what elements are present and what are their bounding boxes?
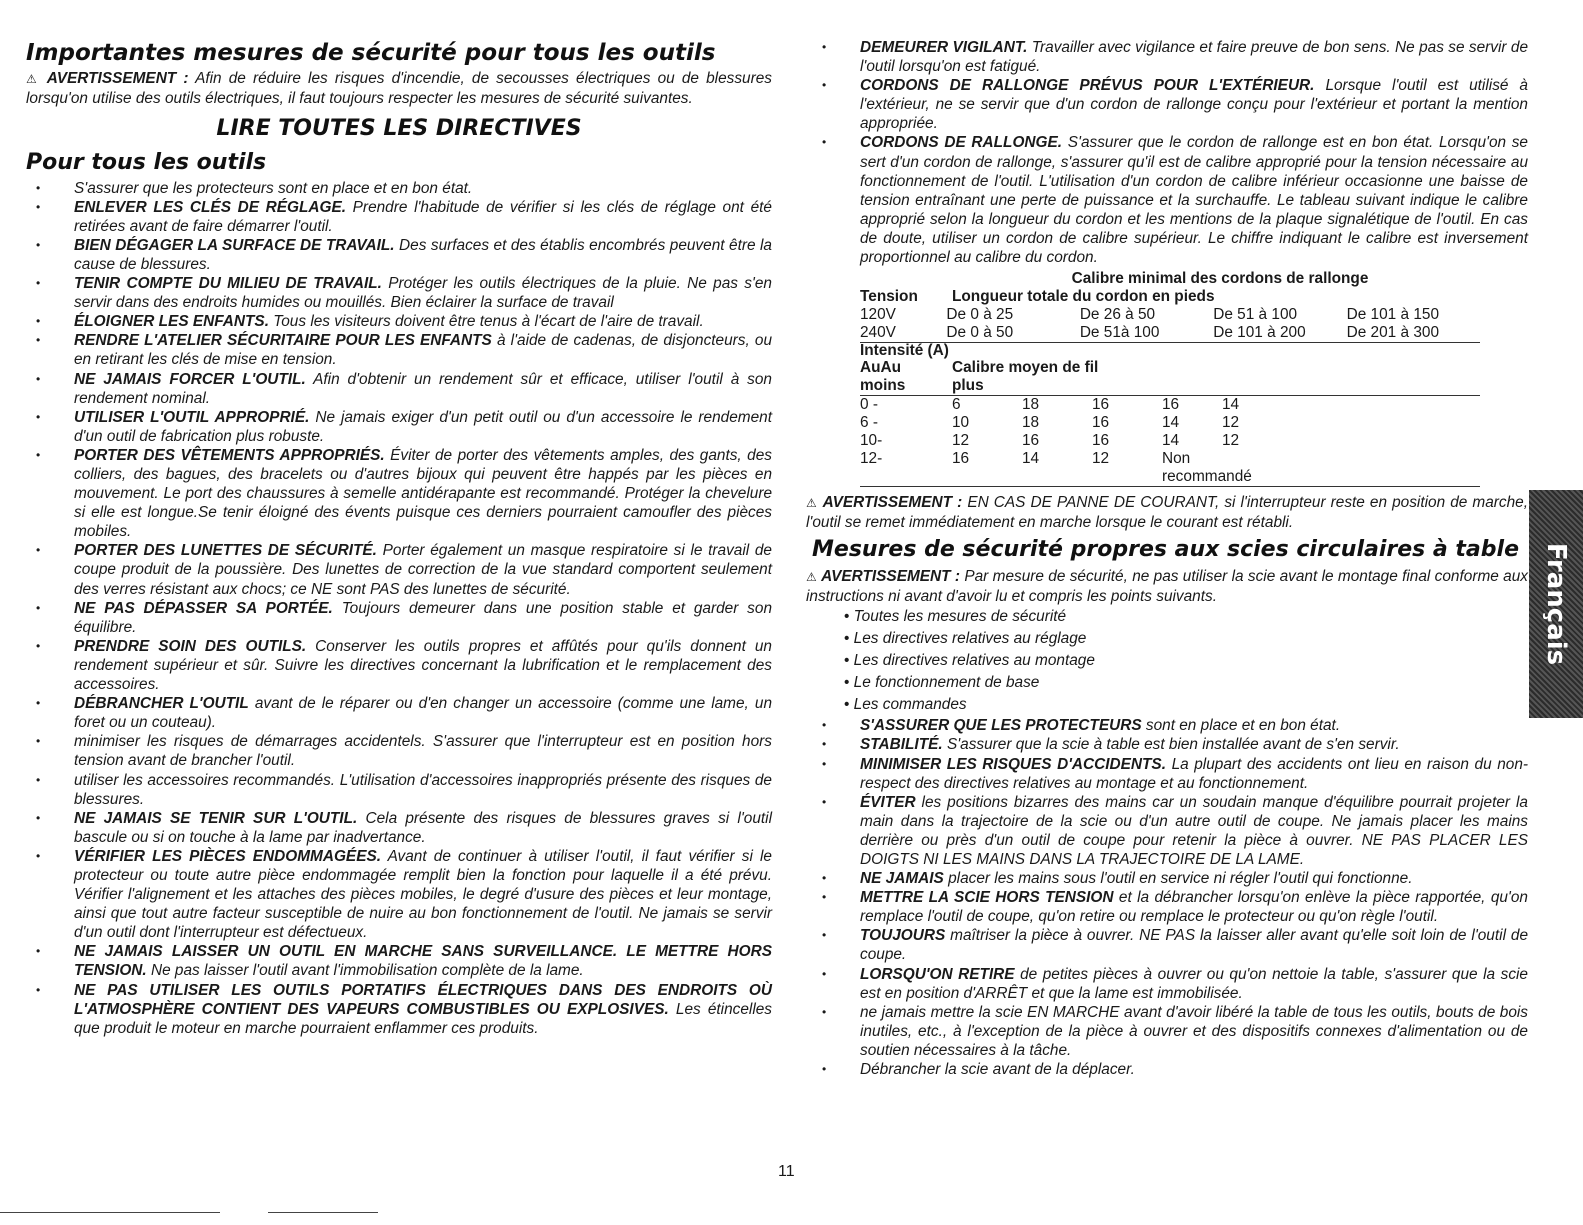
page-title: Importantes mesures de sécurité pour tous les outils xyxy=(26,40,716,66)
table-cell: De 101 à 150 xyxy=(1346,306,1440,324)
item-keyword: PORTER DES LUNETTES DE SÉCURITÉ. xyxy=(74,542,377,560)
item-keyword: NE JAMAIS FORCER L'OUTIL. xyxy=(74,370,306,388)
list-item xyxy=(26,198,772,236)
tension-rows xyxy=(860,306,1480,342)
warning-label: AVERTISSEMENT : xyxy=(46,70,189,87)
warning2-text: EN CAS DE PANNE DE COURANT, si l'interrupteur reste en position de marche, l'outil se remet immédiatement en marche lorsque le courant est rétabli. xyxy=(806,494,1528,532)
item-text: Travailler avec vigilance et faire preuve de bon sens. Ne pas se servir de l'outil lorsqu'on est fatigué. xyxy=(860,39,1528,76)
language-side-tab xyxy=(1529,490,1583,718)
item-text: Ne jamais exiger d'un petit outil ou d'un accessoire le rendement d'un outil de fabrication plus robuste. xyxy=(74,408,772,445)
list-item xyxy=(26,694,772,732)
footer-rule xyxy=(0,1212,220,1213)
table-cell: 120V xyxy=(860,306,896,324)
item-keyword: NE JAMAIS SE TENIR SUR L'OUTIL. xyxy=(74,809,358,827)
table-header xyxy=(860,288,1480,306)
warning3-text: Par mesure de sécurité, ne pas utiliser la scie avant le montage final conforme aux instructions ni avant d'avoir lu et compris les points suivants. xyxy=(806,567,1528,606)
table-cell: De 201 à 300 xyxy=(1346,324,1440,342)
table-divider xyxy=(860,486,1480,487)
list-item xyxy=(812,1003,1528,1060)
table-row xyxy=(860,450,1480,486)
table-row xyxy=(860,396,1480,414)
amp-header-row2 xyxy=(860,359,1480,377)
amp-col2b: plus xyxy=(952,377,984,395)
list-item xyxy=(812,76,1528,133)
list-item xyxy=(812,888,1528,926)
item-text: Débrancher la scie avant de la déplacer. xyxy=(860,1061,1135,1078)
list-item xyxy=(812,926,1528,964)
item-text: et la débrancher lorsqu'on enlève la pièce rapportée, qu'on remplace l'outil de coupe, qu'on retire ou remplace le protecteur ou qu'on règle l'outil. xyxy=(860,889,1528,926)
item-text: S'assurer que les protecteurs sont en place et en bon état. xyxy=(74,179,473,197)
list-item xyxy=(26,236,772,274)
list-item xyxy=(812,735,1528,754)
list-item xyxy=(812,1060,1528,1079)
table-cell: 0 - xyxy=(860,396,878,414)
item-text: Afin d'obtenir un rendement sûr et efficace, utiliser l'outil à son rendement nominal. xyxy=(74,370,772,407)
list-item xyxy=(26,981,772,1038)
list-item xyxy=(26,408,772,446)
checklist-item: • Les directives relatives au réglage xyxy=(844,628,1528,650)
item-keyword: RENDRE L'ATELIER SÉCURITAIRE POUR LES ENFANTS xyxy=(74,332,492,350)
table-cell: 12 xyxy=(952,432,970,450)
item-keyword: LORSQU'ON RETIRE xyxy=(860,965,1015,983)
item-keyword: PRENDRE SOIN DES OUTILS. xyxy=(74,637,307,655)
item-keyword: ÉLOIGNER LES ENFANTS. xyxy=(74,313,269,331)
table-cell: 14 xyxy=(1162,414,1180,432)
list-item xyxy=(26,809,772,847)
item-keyword: UTILISER L'OUTIL APPROPRIÉ. xyxy=(74,408,310,426)
table-cell: 16 xyxy=(1092,432,1110,450)
table-cell: 16 xyxy=(1022,432,1040,450)
table-row xyxy=(860,432,1480,450)
list-item xyxy=(26,942,772,980)
list-item xyxy=(26,274,772,312)
table-cell: 14 xyxy=(1162,432,1180,450)
table-cell: 14 xyxy=(1022,450,1040,468)
table-cell: 6 - xyxy=(860,414,878,432)
footer-rule xyxy=(268,1212,378,1213)
item-keyword: CORDONS DE RALLONGE. xyxy=(860,134,1063,152)
list-item xyxy=(26,771,772,809)
item-keyword: DÉBRANCHER L'OUTIL xyxy=(74,695,249,713)
warning3-label: AVERTISSEMENT : xyxy=(821,567,961,585)
table-cell: 6 xyxy=(952,396,961,414)
item-text: Éviter de porter des vêtements amples, des gants, des colliers, des bagues, des bracelets ou d'autres bijoux qui peuvent être happés par les pièces en mouvement. Le port des chaussures à semelle antidérapante est recommandé. Protéger la chevelure si elle est longue.Se tenir éloigné des évents puisque ces derniers pourraient camoufler des pièces mobiles. xyxy=(74,446,772,541)
table-cell: 14 xyxy=(1222,396,1240,414)
list-item xyxy=(26,446,772,541)
item-text: Avant de continuer à utiliser l'outil, il faut vérifier si le protecteur ou toute autre pièce endommagée remplit bien la fonction pour laquelle il a été prévu. Vérifier l'alignement et les attaches des pièces mobiles, le degré d'usure des pièces et leur montage, ainsi que tout autre facteur susceptible de nuire au bon fonctionnement de l'outil. Ne jamais se servir d'un outil dont l'interrupteur est défectueux. xyxy=(74,847,772,942)
item-text: maîtriser la pièce à ouvrer. NE PAS la laisser aller avant qu'elle soit loin de l'outil de coupe. xyxy=(860,927,1529,964)
item-text: Des surfaces et des établis encombrés peuvent être la cause de blessures. xyxy=(74,236,772,273)
amp-col1b: moins xyxy=(860,377,906,395)
item-keyword: NE JAMAIS xyxy=(860,870,944,888)
warning-icon: ⚠ xyxy=(26,72,40,86)
item-text: Protéger les outils électriques de la pluie. Ne pas s'en servir dans des endroits humides ou mouillés. Bien éclairer la surface de travail xyxy=(74,275,772,312)
list-item xyxy=(812,38,1528,76)
table-cell: 16 xyxy=(1092,396,1110,414)
item-text: placer les mains sous l'outil en service ni régler l'outil qui fonctionne. xyxy=(948,870,1413,888)
warning2-paragraph xyxy=(806,493,1528,533)
right-column xyxy=(806,38,1529,1079)
list-item xyxy=(26,312,772,331)
item-keyword: TOUJOURS xyxy=(860,927,946,945)
item-text: à l'aide de cadenas, de disjoncteurs, ou en retirant les clés de mise en tension. xyxy=(74,332,773,369)
amp-heading: Intensité (A) xyxy=(860,342,949,360)
table-cell: 10- xyxy=(860,432,883,450)
list-item xyxy=(812,133,1528,267)
directives-heading: LIRE TOUTES LES DIRECTIVES xyxy=(216,115,582,141)
right-safety-list-bottom xyxy=(812,716,1528,1079)
warning-paragraph xyxy=(26,69,772,109)
item-text: Ne pas laisser l'outil avant l'immobilisation complète de la lame. xyxy=(150,962,584,980)
warning-icon: ⚠ xyxy=(806,496,818,511)
table-cell: De 0 à 50 xyxy=(946,324,1014,342)
list-item xyxy=(812,716,1528,735)
table-cell: 12- xyxy=(860,450,883,468)
item-text: minimiser les risques de démarrages accidentels. S'assurer que l'interrupteur est en position hors tension avant de brancher l'outil. xyxy=(74,733,772,770)
item-keyword: NE JAMAIS LAISSER UN OUTIL EN MARCHE SANS SURVEILLANCE. LE METTRE HORS TENSION. xyxy=(74,943,772,980)
item-text: Porter également un masque respiratoire si le travail de coupe produit de la poussière. Des lunettes de correction de la vue standard comportent seulement des verres résistant aux chocs; ce NE sont PAS des lunettes de sécurité. xyxy=(74,542,772,598)
amp-header-row3 xyxy=(860,377,1480,395)
checklist-item: • Les commandes xyxy=(844,694,1528,716)
amp-rows xyxy=(860,396,1480,486)
item-text: Toujours demeurer dans une position stable et garder son équilibre. xyxy=(74,599,772,636)
item-text: avant de le réparer ou d'en changer un accessoire (comme une lame, un foret ou un couteau). xyxy=(74,695,773,732)
item-keyword: PORTER DES VÊTEMENTS APPROPRIÉS. xyxy=(74,446,385,464)
table-cell: De 0 à 25 xyxy=(946,306,1014,324)
list-item xyxy=(26,637,772,694)
list-item xyxy=(812,755,1528,793)
amp-header xyxy=(860,343,1480,359)
item-keyword: ÉVITER xyxy=(860,793,916,811)
table-cell: 16 xyxy=(1162,396,1180,414)
warning3-paragraph xyxy=(806,567,1528,607)
item-keyword: BIEN DÉGAGER LA SURFACE DE TRAVAIL. xyxy=(74,236,395,254)
warning-text: Afin de réduire les risques d'incendie, de secousses électriques ou de blessures lorsqu'on utilise des outils électriques, il faut toujours respecter les mesures de sécurité suivantes. xyxy=(26,70,772,108)
item-keyword: DEMEURER VIGILANT. xyxy=(860,39,1028,56)
table-cell: 16 xyxy=(952,450,970,468)
list-item xyxy=(812,869,1528,888)
table-row xyxy=(860,414,1480,432)
item-keyword: NE PAS UTILISER LES OUTILS PORTATIFS ÉLECTRIQUES DANS DES ENDROITS OÙ L'ATMOSPHÈRE CONTIENT DES VAPEURS COMBUSTIBLES OU EXPLOSIVES. xyxy=(74,981,772,1018)
list-item xyxy=(26,541,772,598)
table-cell: 10 xyxy=(952,414,970,432)
item-text: de petites pièces à ouvrer ou qu'on nettoie la table, s'assurer que la scie est en position d'ARRÊT et que la lame est immobilisée. xyxy=(860,965,1528,1002)
section-heading: Pour tous les outils xyxy=(26,149,267,175)
table-cell: De 101 à 200 xyxy=(1213,324,1306,342)
page-number: 11 xyxy=(778,1163,795,1180)
item-text: utiliser les accessoires recommandés. L'utilisation d'accessoires inappropriés présente des risques de blessures. xyxy=(74,771,772,808)
amp-col1: AuAu xyxy=(860,359,902,377)
item-text: Lorsque l'outil est utilisé à l'extérieur, ne se servir que d'un cordon de rallonge conçu pour l'extérieur et portant la mention appropriée. xyxy=(860,77,1528,133)
table-cell: De 26 à 50 xyxy=(1079,306,1156,324)
checklist-item: • Le fonctionnement de base xyxy=(844,672,1528,694)
item-text: sont en place et en bon état. xyxy=(1145,717,1341,735)
item-keyword: VÉRIFIER LES PIÈCES ENDOMMAGÉES. xyxy=(74,847,381,865)
warning2-label: AVERTISSEMENT : xyxy=(822,494,963,512)
table-cell: 12 xyxy=(1092,450,1110,468)
table-title: Calibre minimal des cordons de rallonge xyxy=(1071,270,1369,288)
item-keyword: CORDONS DE RALLONGE PRÉVUS POUR L'EXTÉRIEUR. xyxy=(860,77,1315,95)
item-keyword: METTRE LA SCIE HORS TENSION xyxy=(860,889,1114,907)
item-keyword: MINIMISER LES RISQUES D'ACCIDENTS. xyxy=(860,755,1166,773)
list-item xyxy=(26,847,772,942)
table-cell: 16 xyxy=(1092,414,1110,432)
item-text: S'assurer que le cordon de rallonge est en bon état. Lorsqu'on se sert d'un cordon de rallonge, s'assurer qu'il est de calibre approprié pour la tension nécessaire au fonctionnement de l'outil. L'utilisation d'un cordon de calibre inférieur occasionne une baisse de tension entraînant une perte de puissance et la surchauffe. Le tableau suivant indique le calibre approprié selon la longueur du cordon et les mentions de la plaque signalétique de l'outil. En cas de doute, utiliser un cordon de calibre supérieur. Le chiffre indiquant le calibre est inversement proportionnel au calibre du cordon. xyxy=(860,134,1528,267)
table-cell: 240V xyxy=(860,324,896,342)
table-row xyxy=(860,324,1480,342)
list-item xyxy=(812,793,1528,869)
left-safety-list xyxy=(26,179,772,1038)
item-text: Tous les visiteurs doivent être tenus à l'écart de l'aire de travail. xyxy=(273,313,704,331)
header-tension: Tension xyxy=(860,288,918,306)
table-cell: De 51à 100 xyxy=(1079,324,1160,342)
table-cell: 18 xyxy=(1022,396,1040,414)
list-item xyxy=(26,732,772,770)
saw-checklist xyxy=(812,606,1528,716)
item-text: Conserver les outils propres et affûtés pour qu'ils donnent un rendement supérieur et sûr. Suivre les directives concernant la lubrification et le remplacement des accessoires. xyxy=(74,637,772,694)
warning-icon: ⚠ xyxy=(806,569,817,584)
item-keyword: ENLEVER LES CLÉS DE RÉGLAGE. xyxy=(74,198,347,216)
item-text: Cela présente des risques de blessures graves si l'outil bascule ou si on touche à la lame par inadvertance. xyxy=(74,809,772,846)
item-text: Les étincelles que produit le moteur en marche pourraient enflammer ces produits. xyxy=(74,1000,772,1037)
saw-section-title: Mesures de sécurité propres aux scies circulaires à table xyxy=(812,536,1519,562)
list-item xyxy=(26,370,772,408)
table-cell: Non recommandé xyxy=(1162,450,1252,486)
left-column xyxy=(26,0,772,1038)
side-tab-label: Français xyxy=(1541,542,1571,666)
amp-col2: Calibre moyen de fil xyxy=(952,359,1099,377)
item-text: les positions bizarres des mains car un soudain manque d'équilibre pourrait projeter la main dans la trajectoire de la scie ou d'un autre outil de coupe. Ne jamais placer les mains derrière ou près d'un outil de coupe pour retenir la pièce à ouvrer. NE PAS PLACER LES DOIGTS NI LES MAINS DANS LA TRAJECTOIRE DE LA LAME. xyxy=(860,793,1528,868)
list-item xyxy=(26,179,772,198)
table-cell: 12 xyxy=(1222,432,1240,450)
table-cell: De 51 à 100 xyxy=(1213,306,1298,324)
list-item xyxy=(26,331,772,369)
item-keyword: NE PAS DÉPASSER SA PORTÉE. xyxy=(74,599,333,617)
item-text: Prendre l'habitude de vérifier si les clés de réglage ont été retirées avant de faire démarrer l'outil. xyxy=(74,198,772,235)
item-keyword: S'ASSURER QUE LES PROTECTEURS xyxy=(860,717,1142,735)
list-item xyxy=(812,965,1528,1003)
list-item xyxy=(26,599,772,637)
table-cell: 12 xyxy=(1222,414,1240,432)
checklist-item: • Les directives relatives au montage xyxy=(844,650,1528,672)
checklist-item: • Toutes les mesures de sécurité xyxy=(844,606,1528,628)
table-cell: 18 xyxy=(1022,414,1040,432)
extension-cord-table xyxy=(860,269,1480,487)
table-row xyxy=(860,306,1480,324)
item-keyword: STABILITÉ. xyxy=(860,736,943,754)
item-text: La plupart des accidents ont lieu en raison du non-respect des directives relatives au montage et au fonctionnement. xyxy=(860,755,1529,792)
item-text: S'assurer que la scie à table est bien installée avant de s'en servir. xyxy=(946,736,1400,754)
header-length: Longueur totale du cordon en pieds xyxy=(952,288,1215,306)
item-keyword: TENIR COMPTE DU MILIEU DE TRAVAIL. xyxy=(74,275,382,293)
right-safety-list-top xyxy=(812,38,1528,267)
item-text: ne jamais mettre la scie EN MARCHE avant d'avoir libéré la table de tous les outils, bouts de bois inutiles, etc., à l'exception de la pièce à ouvrer et des dispositifs connexes d'alimentation ou de soutien nécessaires à la tâche. xyxy=(860,1003,1528,1059)
